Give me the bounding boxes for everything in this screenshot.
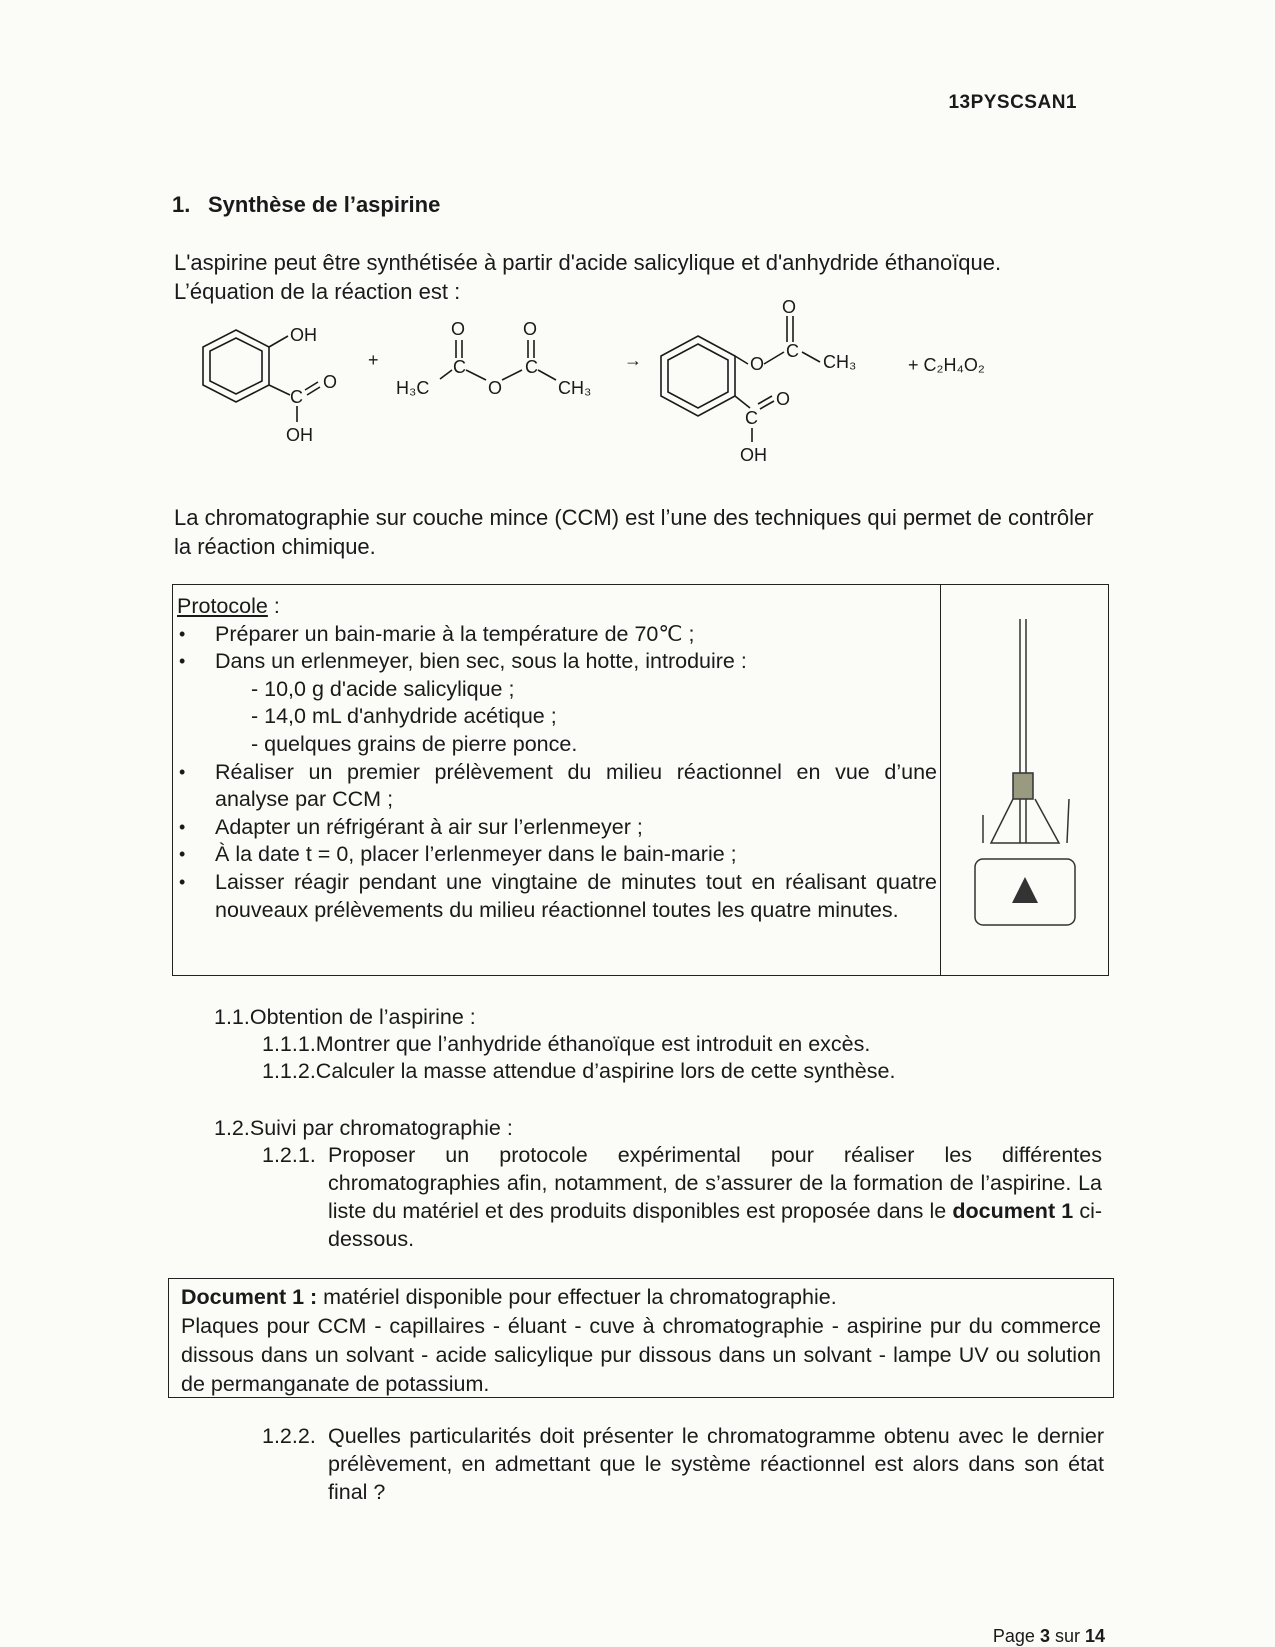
protocol-heading	[177, 593, 937, 621]
document-1-heading	[181, 1283, 1101, 1312]
aspirin-structure	[661, 316, 820, 442]
q1-1-1	[262, 1030, 870, 1058]
protocol-heading-label: Protocole	[177, 594, 268, 618]
salicylic-c: C	[290, 387, 303, 407]
document-1-content	[181, 1283, 1101, 1399]
q1-2-1-number: 1.2.1.	[262, 1143, 316, 1167]
protocol-step: • À la date t = 0, placer l’erlenmeyer dans le bain-marie ;	[177, 841, 937, 869]
q1-1-label: 1.1.	[214, 1005, 250, 1029]
document-1-body: Plaques pour CCM - capillaires - éluant - cuve à chromatographie - aspirine pur du commerce dissous dans un solvant - acide salicylique pur dissous dans un solvant - lampe UV ou solution de permanganate de potassium.	[181, 1314, 1101, 1396]
stopper-icon	[1013, 773, 1033, 799]
salicylic-oh-top: OH	[290, 325, 317, 345]
q1-2-title: Suivi par chromatographie :	[249, 1116, 513, 1140]
protocol-substep: - 10,0 g d'acide salicylique ;	[251, 676, 515, 701]
q1-2-2-text: Quelles particularités doit présenter le chromatogramme obtenu avec le dernier prélèvement, en admettant que le système réactionnel est alors dans son état final ?	[328, 1424, 1104, 1504]
q1-2-1	[262, 1141, 1102, 1253]
anhydride-c-right: C	[525, 357, 538, 377]
protocol-substep: - quelques grains de pierre ponce.	[251, 731, 578, 756]
byproduct: + C₂H₄O₂	[908, 355, 985, 375]
section-title-text: Synthèse de l’aspirine	[208, 192, 441, 217]
q1-2-2-body	[328, 1422, 1104, 1506]
q1-2-1-bold: document 1	[952, 1199, 1074, 1223]
protocol-step: • Adapter un réfrigérant à air sur l’erlenmeyer ;	[177, 814, 937, 842]
plus-sign-1: +	[368, 350, 379, 370]
anhydride-o-left: O	[451, 319, 466, 339]
q1-1-2-text: Calculer la masse attendue d’aspirine lors de cette synthèse.	[315, 1059, 896, 1083]
triangle-icon	[1012, 877, 1038, 903]
protocol-step: • Laisser réagir pendant une vingtaine de minutes tout en réalisant quatre nouveaux prélèvements du milieu réactionnel toutes les quatre minutes.	[177, 869, 937, 924]
document-1-label: Document 1 :	[181, 1285, 318, 1309]
anhydride-c-left: C	[453, 357, 466, 377]
reaction-equation	[190, 300, 1030, 480]
q1-2-1-text: Proposer un protocole expérimental pour réaliser les différentes chromatographies afin, notamment, de s’assurer de la formation de l’aspirine. La liste du matériel et des produits disponibles est proposée dans le	[328, 1143, 1102, 1223]
q1-1-1-number: 1.1.1.	[262, 1032, 316, 1056]
q1-2-2-number: 1.2.2.	[262, 1424, 316, 1448]
footer-prefix: Page	[992, 1626, 1040, 1646]
page-footer	[993, 1626, 1105, 1647]
q1-2-heading	[214, 1114, 513, 1142]
aspirin-acid-o: O	[776, 389, 791, 409]
salicylic-oh-bottom: OH	[286, 425, 313, 445]
protocol-step: • Réaliser un premier prélèvement du milieu réactionnel en vue d’une analyse par CCM ;	[177, 759, 937, 814]
protocol-step: • Dans un erlenmeyer, bien sec, sous la hotte, introduire :	[177, 648, 937, 676]
intro-paragraph	[174, 248, 1104, 306]
q1-1-heading	[214, 1003, 476, 1031]
q1-2-1-tail: ci-dessous.	[328, 1199, 1103, 1251]
aspirin-acid-c: C	[745, 408, 758, 428]
protocol-text	[177, 593, 937, 924]
protocol-step: • Préparer un bain-marie à la température de 70℃ ;	[177, 621, 937, 649]
anhydride-o-right: O	[523, 319, 538, 339]
erlenmeyer-icon	[991, 799, 1059, 843]
protocol-substep: - 14,0 mL d'anhydride acétique ;	[251, 704, 557, 729]
aspirin-oh: OH	[740, 445, 767, 465]
intro-line-1: L'aspirine peut être synthétisée à partir d'acide salicylique et d'anhydride éthanoïque.	[174, 250, 1002, 275]
q1-1-title: Obtention de l’aspirine :	[249, 1005, 476, 1029]
aspirin-ch3: CH₃	[823, 352, 857, 372]
apparatus-cell	[940, 585, 1108, 975]
document-code: 13PYSCSAN1	[948, 92, 1077, 113]
protocol-box	[172, 584, 1109, 976]
q1-2-2	[262, 1422, 1104, 1506]
apparatus-illustration	[941, 585, 1108, 975]
document-1-box	[168, 1278, 1114, 1398]
aspirin-o-top: O	[782, 300, 797, 317]
anhydride-h3c: H₃C	[396, 378, 430, 398]
aspirin-o-link: O	[750, 354, 765, 374]
q1-1-2	[262, 1057, 895, 1085]
footer-total: 14	[1084, 1626, 1105, 1646]
intro-line-2: L’équation de la réaction est :	[174, 279, 461, 304]
protocol-heading-colon: :	[267, 594, 280, 618]
anhydride-ch3: CH₃	[558, 378, 592, 398]
q1-2-1-body	[328, 1141, 1102, 1253]
anhydride-o-mid: O	[488, 378, 503, 398]
q1-2-label: 1.2.	[214, 1116, 250, 1140]
q1-1-2-number: 1.1.2.	[262, 1059, 316, 1083]
q1-1-1-text: Montrer que l’anhydride éthanoïque est introduit en excès.	[315, 1032, 871, 1056]
section-number: 1.	[172, 192, 191, 217]
aspirin-ester-c: C	[786, 341, 799, 361]
salicylic-o: O	[323, 372, 338, 392]
ccm-paragraph: La chromatographie sur couche mince (CCM) est l’une des techniques qui permet de contrôler la réaction chimique.	[174, 505, 1094, 559]
footer-page: 3	[1039, 1626, 1050, 1646]
document-1-intro: matériel disponible pour effectuer la chromatographie.	[317, 1285, 837, 1309]
section-title	[172, 192, 440, 218]
footer-mid: sur	[1049, 1626, 1085, 1646]
reaction-arrow: →	[624, 350, 642, 370]
